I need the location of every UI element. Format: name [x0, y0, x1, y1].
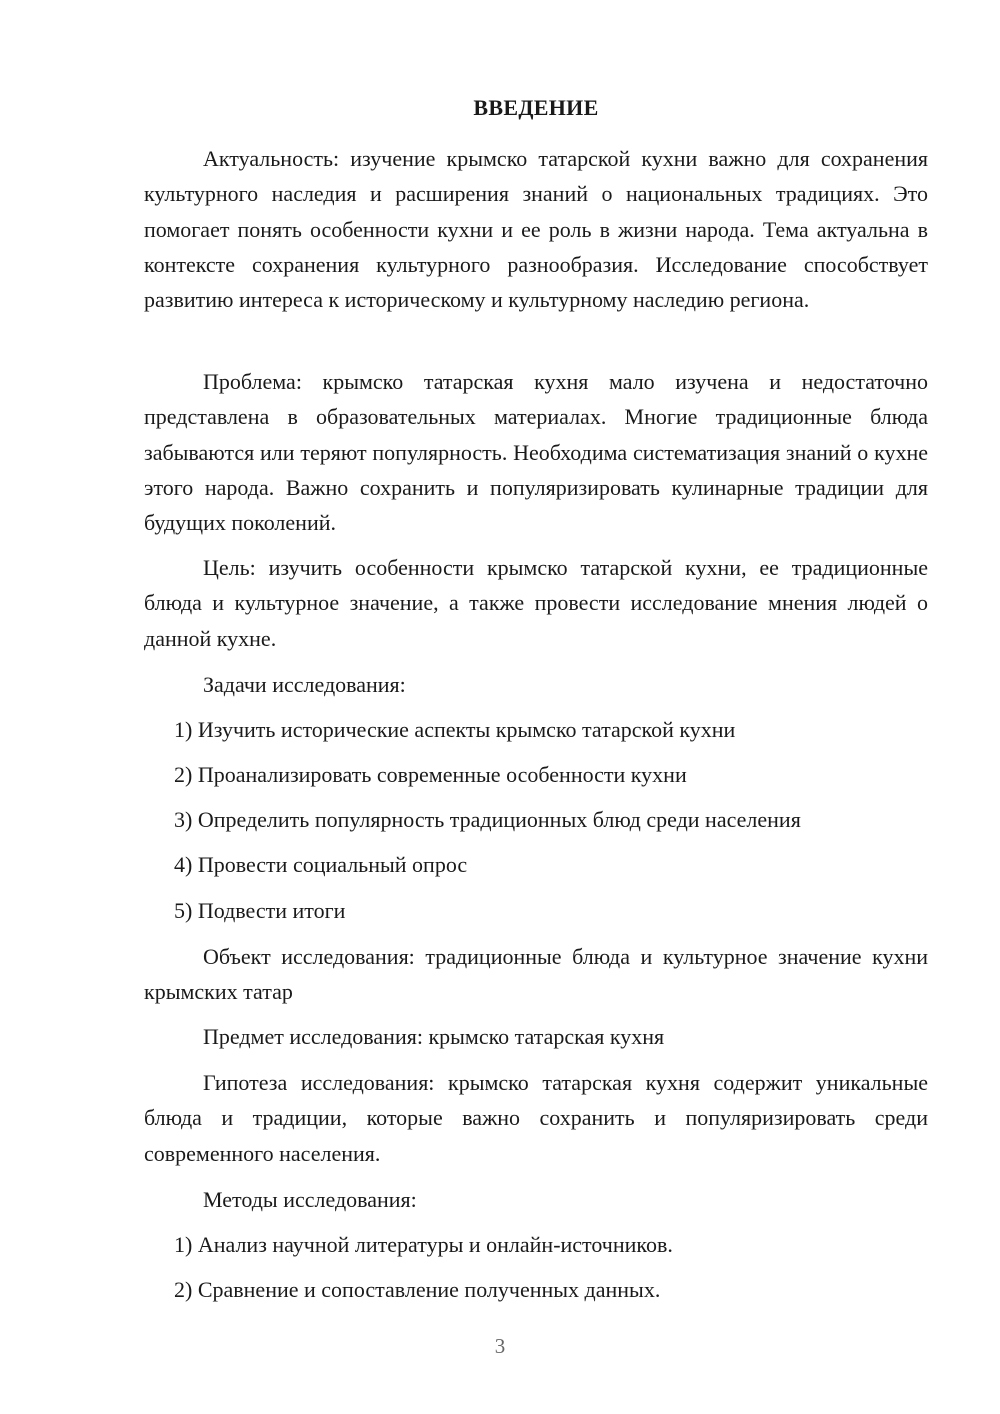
- relevance-paragraph: Актуальность: изучение крымско татарской кухни важно для сохранения культурного наследия и расширения знаний о национальных традициях. Это помогает понять особенности кухни и ее роль в жизни народа. Тема актуальна в контексте сохранения культурного разнообразия. Исследование способствует развитию интереса к историческому и культурному наследию региона.: [144, 146, 928, 313]
- page-title: ВВЕДЕНИЕ: [473, 95, 599, 120]
- method-item: 1) Анализ научной литературы и онлайн-источников.: [174, 1232, 673, 1257]
- task-item: 4) Провести социальный опрос: [174, 852, 468, 877]
- page-number: 3: [494, 1334, 506, 1358]
- task-item: 3) Определить популярность традиционных блюд среди населения: [174, 807, 801, 832]
- method-item: 2) Сравнение и сопоставление полученных данных.: [174, 1277, 661, 1302]
- tasks-heading: Задачи исследования:: [203, 672, 406, 697]
- task-item: 5) Подвести итоги: [174, 898, 346, 923]
- task-item: 2) Проанализировать современные особенности кухни: [174, 762, 687, 787]
- subject-paragraph: Предмет исследования: крымско татарская кухня: [203, 1024, 665, 1049]
- object-paragraph: Объект исследования: традиционные блюда и культурное значение кухни крымских татар: [144, 944, 928, 1005]
- task-item: 1) Изучить исторические аспекты крымско татарской кухни: [174, 717, 736, 742]
- goal-paragraph: Цель: изучить особенности крымско татарской кухни, ее традиционные блюда и культурное значение, а также провести исследование мнения людей о данной кухне.: [144, 555, 928, 651]
- problem-paragraph: Проблема: крымско татарская кухня мало изучена и недостаточно представлена в образовательных материалах. Многие традиционные блюда забываются или теряют популярность. Необходима систематизация знаний о кухне этого народа. Важно сохранить и популяризировать кулинарные традиции для будущих поколений.: [144, 369, 928, 536]
- hypothesis-paragraph: Гипотеза исследования: крымско татарская кухня содержит уникальные блюда и традиции, которые важно сохранить и популяризировать среди современного населения.: [144, 1070, 928, 1166]
- methods-heading: Методы исследования:: [203, 1187, 417, 1212]
